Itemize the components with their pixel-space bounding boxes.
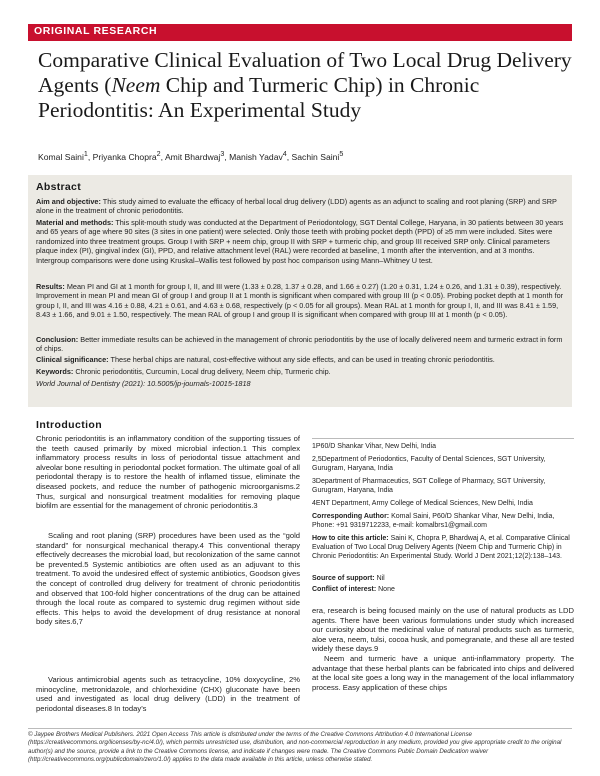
article-type-banner [28, 24, 572, 41]
abstract-conclusion: Conclusion: Better immediate results can be achieved in the management of chronic periodontitis by the use of locally delivered neem and turmeric extract in form of chips. [36, 335, 563, 354]
license-footer: © Jaypee Brothers Medical Publishers. 2021 Open Access This article is distributed under the terms of the Creative Commons Attribution 4.0 International License (https://creativecommons.org/licenses/by-nc/4.0/), which permits unrestricted use, distribution, and non-commercial reproduction in any medium, provided you give appropriate credit to the original author(s) and the source, provide a link to the Creative Commons license, and indicate if changes were made. The Creative Commons Public Domain Dedication waiver (http://creativecommons.org/publicdomain/zero/1.0/) applies to the data made available in this article, unless otherwise stated. [28, 731, 562, 763]
journal-citation: World Journal of Dentistry (2021): 10.5005/jp-journals-10015-1818 [36, 379, 251, 388]
affiliation-2: 2,5Department of Periodontics, Faculty of Dental Sciences, SGT University, Gurugram, Haryana, India [312, 456, 546, 473]
right-column-paragraph-2: Neem and turmeric have a unique anti-inflammatory property. The advantage that these herbal plants can be fabricated into chips and delivered at the local site goes a long way in the management of the local inflammatory process. Easy application of these chips [312, 654, 574, 692]
footer-divider [28, 728, 572, 729]
abstract-results: Results: Mean PI and GI at 1 month for group I, II, and III were (1.33 ± 0.28, 1.37 ± 0.28, and 1.66 ± 0.27) (1.20 ± 0.31, 1.24 ± 0.26, and 1.31 ± 0.39), respectively. Improvement in mean PI and mean GI of group I and group II at 1 month is significant when compared with group III (p < 0.05). Probing pocket depth at 1 month for group I, II, and III was 4.16 ± 0.88, 4.21 ± 0.61, and 4.63 ± 0.68, respectively (p < 0.05 for all groups). Mean RAL at 1 month for group I, II, and III was 8.41 ± 1.59, 8.43 ± 1.66, and 9.01 ± 1.50, respectively. The mean RAL of group I and group II is significant when compared with group III at 1 month (p < 0.05). [36, 282, 564, 320]
how-to-cite: How to cite this article: Saini K, Chopra P, Bhardwaj A, et al. Comparative Clinical Evaluation of Two Local Drug Delivery Agents (Neem Chip and Turmeric Chip) in Chronic Periodontitis: An Experimental Study. World J Dent 2021;12(2):138–143. [312, 535, 570, 561]
abstract-keywords: Keywords: Chronic periodontitis, Curcumin, Local drug delivery, Neem chip, Turmeric chip. [36, 367, 331, 376]
source-of-support: Source of support: Nil [312, 575, 385, 582]
article-title: Comparative Clinical Evaluation of Two Local Drug Delivery Agents (Neem Chip and Turmeric Chip) in Chronic Periodontitis: An Experimental Study [38, 48, 572, 122]
abstract-heading: Abstract [36, 181, 81, 193]
author-name: Sachin Saini [291, 151, 340, 162]
article-type-label: ORIGINAL RESEARCH [34, 25, 158, 37]
introduction-paragraph-3: Various antimicrobial agents such as tetracycline, 10% doxycycline, 2% minocycline, metronidazole, and chlorhexidine (CHX) gluconate have been used and investigated as local drug delivery (LDD) in the treatment of periodontal diseases.8 In today’s [36, 675, 300, 713]
abstract-methods: Material and methods: This split-mouth study was conducted at the Department of Periodontology, SGT Dental College, Haryana, in 30 patients between 30 years and 65 years of age where 90 sites (3 sites in one patient) were selected. Only those teeth with probing pocket depth (PPD) of ≥5 mm were included. Sites were randomized into three treatment groups. Group I with SRP + neem chip, group II with SRP + turmeric chip, and group III received SRP only. Clinical parameters plaque index (PI), gingival index (GI), PPD, and relative attachment level (RAL) were recorded at baseline, 1 month after the intervention, and at 3 months. Intergroup comparisons were done using Kruskal–Wallis test followed by post hoc comparison using Mann–Whitney U test. [36, 218, 564, 265]
conflict-of-interest: Conflict of interest: None [312, 586, 395, 593]
introduction-heading: Introduction [36, 419, 103, 431]
affiliation-3: 3Department of Pharmaceutics, SGT College of Pharmacy, SGT University, Gurugram, Haryana, India [312, 478, 546, 495]
corresponding-author: Corresponding Author: Komal Saini, P60/D Shankar Vihar, New Delhi, India, Phone: +91 9319712233, e-mail: komalbrs1@gmail.com [312, 513, 555, 530]
author-name: Manish Yadav [229, 151, 283, 162]
introduction-paragraph-2: Scaling and root planing (SRP) procedures have been used as the “gold standard” for nonsurgical mechanical therapy.4 This conventional therapy effectively decreases the microbial load, but recolonization of the same cannot be prevented.5 Systemic antibiotics are often used as an adjuvant to this treatment. To avoid the undesired effect of systemic antibiotics, Goodson gives the concept of controlled drug delivery for treatment of chronic periodontitis and observed that 100-fold higher concentrations of the drug can be attained through the local route as compared to systemic drug regimen without side effects. This helps to avoid the development of drug resistance at nonoral body sites.6,7 [36, 531, 300, 627]
affiliation-4: 4ENT Department, Army College of Medical Sciences, New Delhi, India [312, 500, 533, 507]
author-name: Priyanka Chopra [92, 151, 157, 162]
affiliation-divider [312, 438, 574, 439]
right-column-paragraph-1: era, research is being focused mainly on the use of natural products as LDD agents. There have been various formulations under study which increased our curiosity about the medicinal value of natural products such as turmeric, aloe vera, neem, tulsi, cocoa husk, and pomegranate, and these all are tested widely these days.9 [312, 606, 574, 654]
affiliation-1: 1P60/D Shankar Vihar, New Delhi, India [312, 443, 436, 450]
author-list: Komal Saini$^1$, Priyanka Chopra$^2$, Amit Bhardwaj$^3$, Manish Yadav$^4$, Sachin Saini$^5$ [38, 150, 344, 162]
author-name: Komal Saini [38, 151, 84, 162]
abstract-significance: Clinical significance: These herbal chips are natural, cost-effective without any side effects, and can be used in treating chronic periodontitis. [36, 355, 495, 364]
abstract-aim: Aim and objective: This study aimed to evaluate the efficacy of herbal local drug delivery (LDD) agents as an adjunct to scaling and root planing (SRP) and SRP alone in the treatment of chronic periodontitis. [36, 197, 557, 216]
author-name: Amit Bhardwaj [164, 151, 221, 162]
introduction-paragraph-1: Chronic periodontitis is an inflammatory condition of the supporting tissues of the teeth caused primarily by mixed microbial infection.1 This complex inflammatory process results in loss of periodontal tissue attachment and alveolar bone resulting in periodontal pocket formation. The ultimate goal of all periodontal therapy is to restore the health of inflamed tissue, eliminate the diseased pockets, and reduce the number of pathogenic microorganisms.2 Thus, surgical and nonsurgical treatment modalities for removing plaque biofilm are essential for the management of chronic periodontitis.3 [36, 434, 300, 511]
